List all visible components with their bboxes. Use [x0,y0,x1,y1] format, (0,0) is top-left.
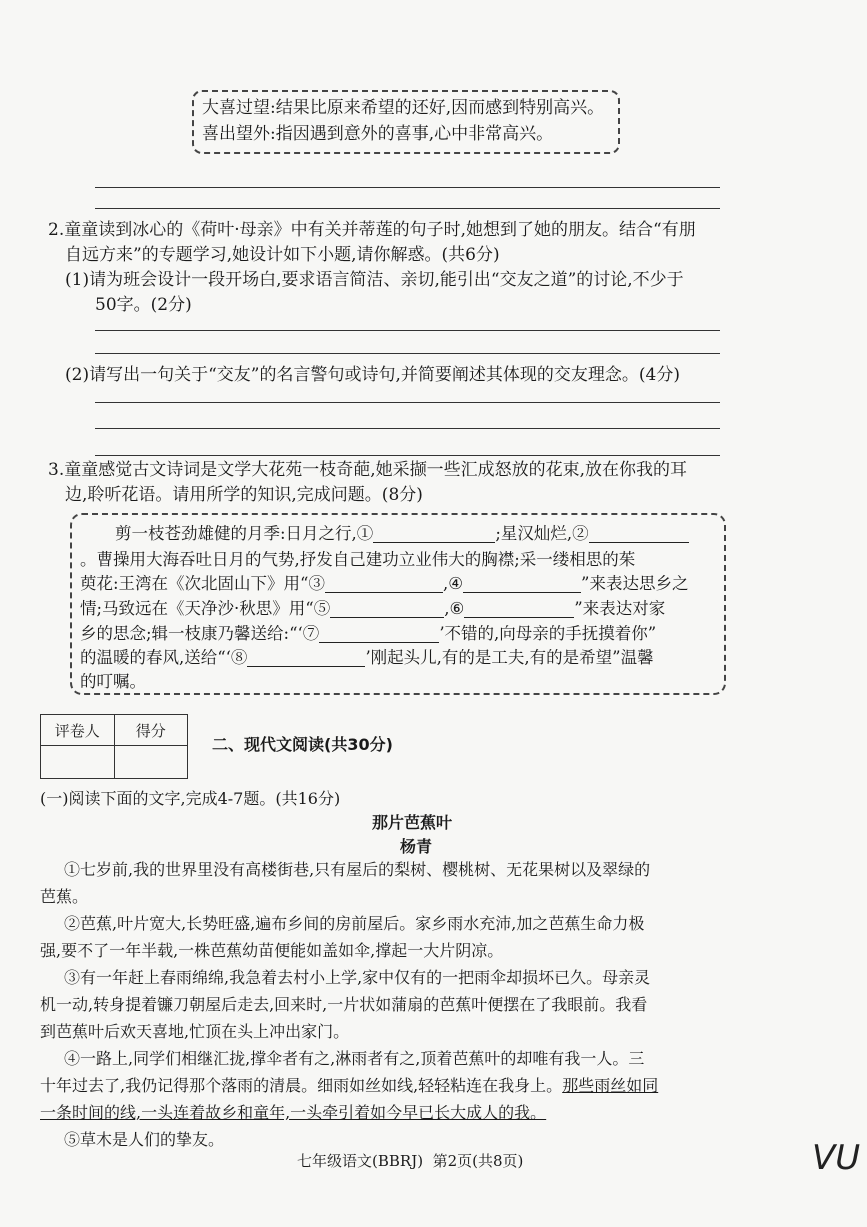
para-1-line-2: 芭蕉。 [40,887,89,906]
para-3-line-2: 机一动,转身提着镰刀朝屋后走去,回来时,一片状如蒲扇的芭蕉叶便摆在了我眼前。我看 [40,995,648,1014]
para-4-line-2: 十年过去了,我仍记得那个落雨的清晨。细雨如丝如线,轻轻粘连在我身上。那些雨丝如同 [40,1076,659,1095]
answer-line [95,187,720,188]
para-2-line-2: 强,要不了一年半载,一株芭蕉幼苗便能如盖如伞,撑起一大片阴凉。 [40,941,504,960]
article-author: 杨青 [400,837,433,856]
underlined-sentence-part-2: 一条时间的线,一头连着故乡和童年,一头牵引着如今早已长大成人的我。 [40,1103,547,1122]
q3-line-2: 。曹操用大海吞吐日月的气势,抒发自己建功立业伟大的胸襟;采一缕相思的茱 [80,550,636,569]
answer-line [95,402,720,403]
blank-1[interactable] [373,524,495,543]
blank-3[interactable] [325,574,443,593]
part-instruction: (一)阅读下面的文字,完成4-7题。(共16分) [40,789,341,808]
answer-line [95,330,720,331]
q2-sub2: (2)请写出一句关于“交友”的名言警句或诗句,并简要阐述其体现的交友理念。(4分) [65,365,680,385]
article-title: 那片芭蕉叶 [372,813,453,832]
answer-line [95,428,720,429]
score-cell[interactable] [114,746,188,779]
grader-header: 评卷人 [41,715,115,746]
q3-stem-line-1: 3.童童感觉古文诗词是文学大花苑一枝奇葩,她采撷一些汇成怒放的花束,放在你我的耳 [48,460,688,480]
blank-5[interactable] [330,599,444,618]
article-body [40,856,730,1153]
para-5-line-1: ⑤草木是人们的挚友。 [64,1130,225,1149]
q2-stem-line-2: 自远方来”的专题学习,她设计如下小题,请你解惑。(共6分) [65,245,500,265]
answer-line [95,353,720,354]
q2-sub1-line-2: 50字。(2分) [95,295,192,315]
q3-line-4: 情;马致远在《天净沙·秋思》用“⑤ ,⑥ ”来表达对家 [80,599,666,618]
grader-cell[interactable] [41,746,115,779]
page-footer: 七年级语文(BBRJ) 第2页(共8页) [297,1152,524,1170]
para-3-line-1: ③有一年赶上春雨绵绵,我急着去村小上学,家中仅有的一把雨伞却损坏已久。母亲灵 [64,968,651,987]
q3-stem-line-2: 边,聆听花语。请用所学的知识,完成问题。(8分) [65,485,423,505]
q3-line-6: 的温暖的春风,送给“‘⑧ ’刚起头儿,有的是工夫,有的是希望”温馨 [80,648,654,667]
q2-sub1-line-1: (1)请为班会设计一段开场白,要求语言简洁、亲切,能引出“交友之道”的讨论,不少于 [65,270,684,290]
blank-6[interactable] [464,599,574,618]
q3-line-1: 剪一枝苍劲雄健的月季:日月之行,① ;星汉灿烂,② [115,522,689,546]
answer-line [95,208,720,209]
blank-8[interactable] [247,648,365,667]
blank-7[interactable] [319,624,439,643]
section-heading: 二、现代文阅读(共30分) [212,735,393,754]
score-header: 得分 [114,715,188,746]
blank-4[interactable] [463,574,581,593]
q3-line-3: 萸花:王湾在《次北固山下》用“③ ,④ ”来表达思乡之 [80,574,689,593]
definition-line-2: 喜出望外:指因遇到意外的喜事,心中非常高兴。 [202,124,554,144]
para-3-line-3: 到芭蕉叶后欢天喜地,忙顶在头上冲出家门。 [40,1022,350,1041]
underlined-sentence-part-1: 那些雨丝如同 [562,1076,659,1095]
para-1-line-1: ①七岁前,我的世界里没有高楼街巷,只有屋后的梨树、樱桃树、无花果树以及翠绿的 [64,860,651,879]
answer-line [95,455,720,456]
q3-line-7: 的叮嘱。 [80,672,146,691]
para-4-line-1: ④一路上,同学们相继汇拢,撑伞者有之,淋雨者有之,顶着芭蕉叶的却唯有我一人。三 [64,1049,645,1068]
blank-2[interactable] [589,524,689,543]
score-table [40,714,188,779]
definition-line-1: 大喜过望:结果比原来希望的还好,因而感到特别高兴。 [202,98,605,118]
q2-stem-line-1: 2.童童读到冰心的《荷叶·母亲》中有关并蒂莲的句子时,她想到了她的朋友。结合“有朋 [48,220,696,240]
para-2-line-1: ②芭蕉,叶片宽大,长势旺盛,遍布乡间的房前屋后。家乡雨水充沛,加之芭蕉生命力极 [64,914,645,933]
handwritten-mark: VU [812,1138,861,1178]
q3-line-5: 乡的思念;辑一枝康乃馨送给:“‘⑦ ’不错的,向母亲的手抚摸着你” [80,624,657,643]
